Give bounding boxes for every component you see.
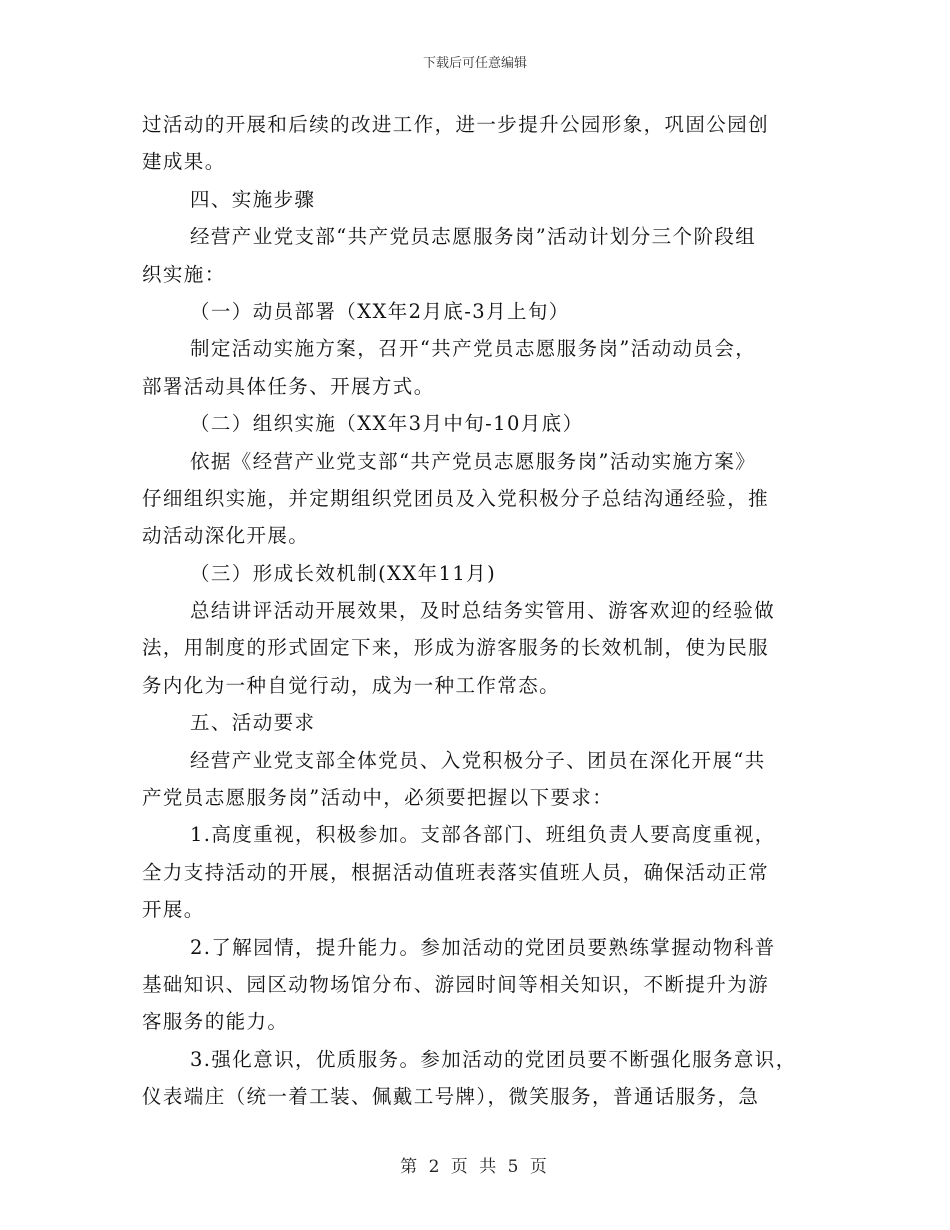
document-body [142, 106, 810, 1116]
page-header: 下载后可任意编辑 [422, 56, 527, 71]
paragraph-line: 基础知识、园区动物场馆分布、游园时间等相关知识，不断提升为游 [142, 972, 770, 996]
paragraph-line: 制定活动实施方案，召开“共产党员志愿服务岗”活动动员会， [190, 337, 757, 361]
paragraph-line: 织实施： [142, 262, 226, 286]
paragraph-line: 过活动的开展和后续的改进工作，进一步提升公园形象，巩固公园创 [142, 113, 770, 136]
list-item: 2.了解园情，提升能力。参加活动的党团员要熟练掌握动物科普 [190, 935, 776, 959]
paragraph-line: 产党员志愿服务岗”活动中，必须要把握以下要求： [142, 786, 614, 810]
subsection-heading: （二）组织实施（XX年3月中旬-10月底） [190, 412, 584, 436]
subsection-heading: （三）形成长效机制(XX年11月) [190, 561, 497, 585]
paragraph-line: 客服务的能力。 [142, 1010, 289, 1034]
paragraph-line: 总结讲评活动开展效果，及时总结务实管用、游客欢迎的经验做 [190, 599, 776, 623]
section-heading: 四、实施步骤 [190, 187, 316, 211]
paragraph-line: 部署活动具体任务、开展方式。 [142, 374, 435, 398]
paragraph-line: 依据《经营产业党支部“共产党员志愿服务岗”活动实施方案》 [190, 449, 757, 473]
paragraph-line: 仪表端庄（统一着工装、佩戴工号牌），微笑服务，普通话服务，急 [142, 1085, 760, 1109]
paragraph-line: 经营产业党支部“共产党员志愿服务岗”活动计划分三个阶段组 [190, 225, 757, 249]
paragraph-line: 动活动深化开展。 [142, 524, 310, 548]
list-item: 3.强化意识，优质服务。参加活动的党团员要不断强化服务意识， [190, 1047, 797, 1071]
paragraph-line: 务内化为一种自觉行动，成为一种工作常态。 [142, 673, 561, 697]
subsection-heading: （一）动员部署（XX年2月底-3月上旬） [190, 299, 570, 323]
paragraph-line: 仔细组织实施，并定期组织党团员及入党积极分子总结沟通经验，推 [142, 486, 770, 510]
list-item: 1.高度重视，积极参加。支部各部门、班组负责人要高度重视， [190, 823, 776, 847]
paragraph-line: 经营产业党支部全体党员、入党积极分子、团员在深化开展“共 [190, 748, 766, 772]
paragraph-line: 法，用制度的形式固定下来，形成为游客服务的长效机制，使为民服 [142, 636, 770, 660]
paragraph-line: 开展。 [142, 898, 205, 922]
section-heading: 五、活动要求 [190, 711, 316, 735]
paragraph-line: 全力支持活动的开展，根据活动值班表落实值班人员，确保活动正常 [142, 860, 770, 884]
paragraph-line: 建成果。 [142, 150, 226, 174]
page-footer: 第 2 页 共 5 页 [400, 1157, 550, 1177]
